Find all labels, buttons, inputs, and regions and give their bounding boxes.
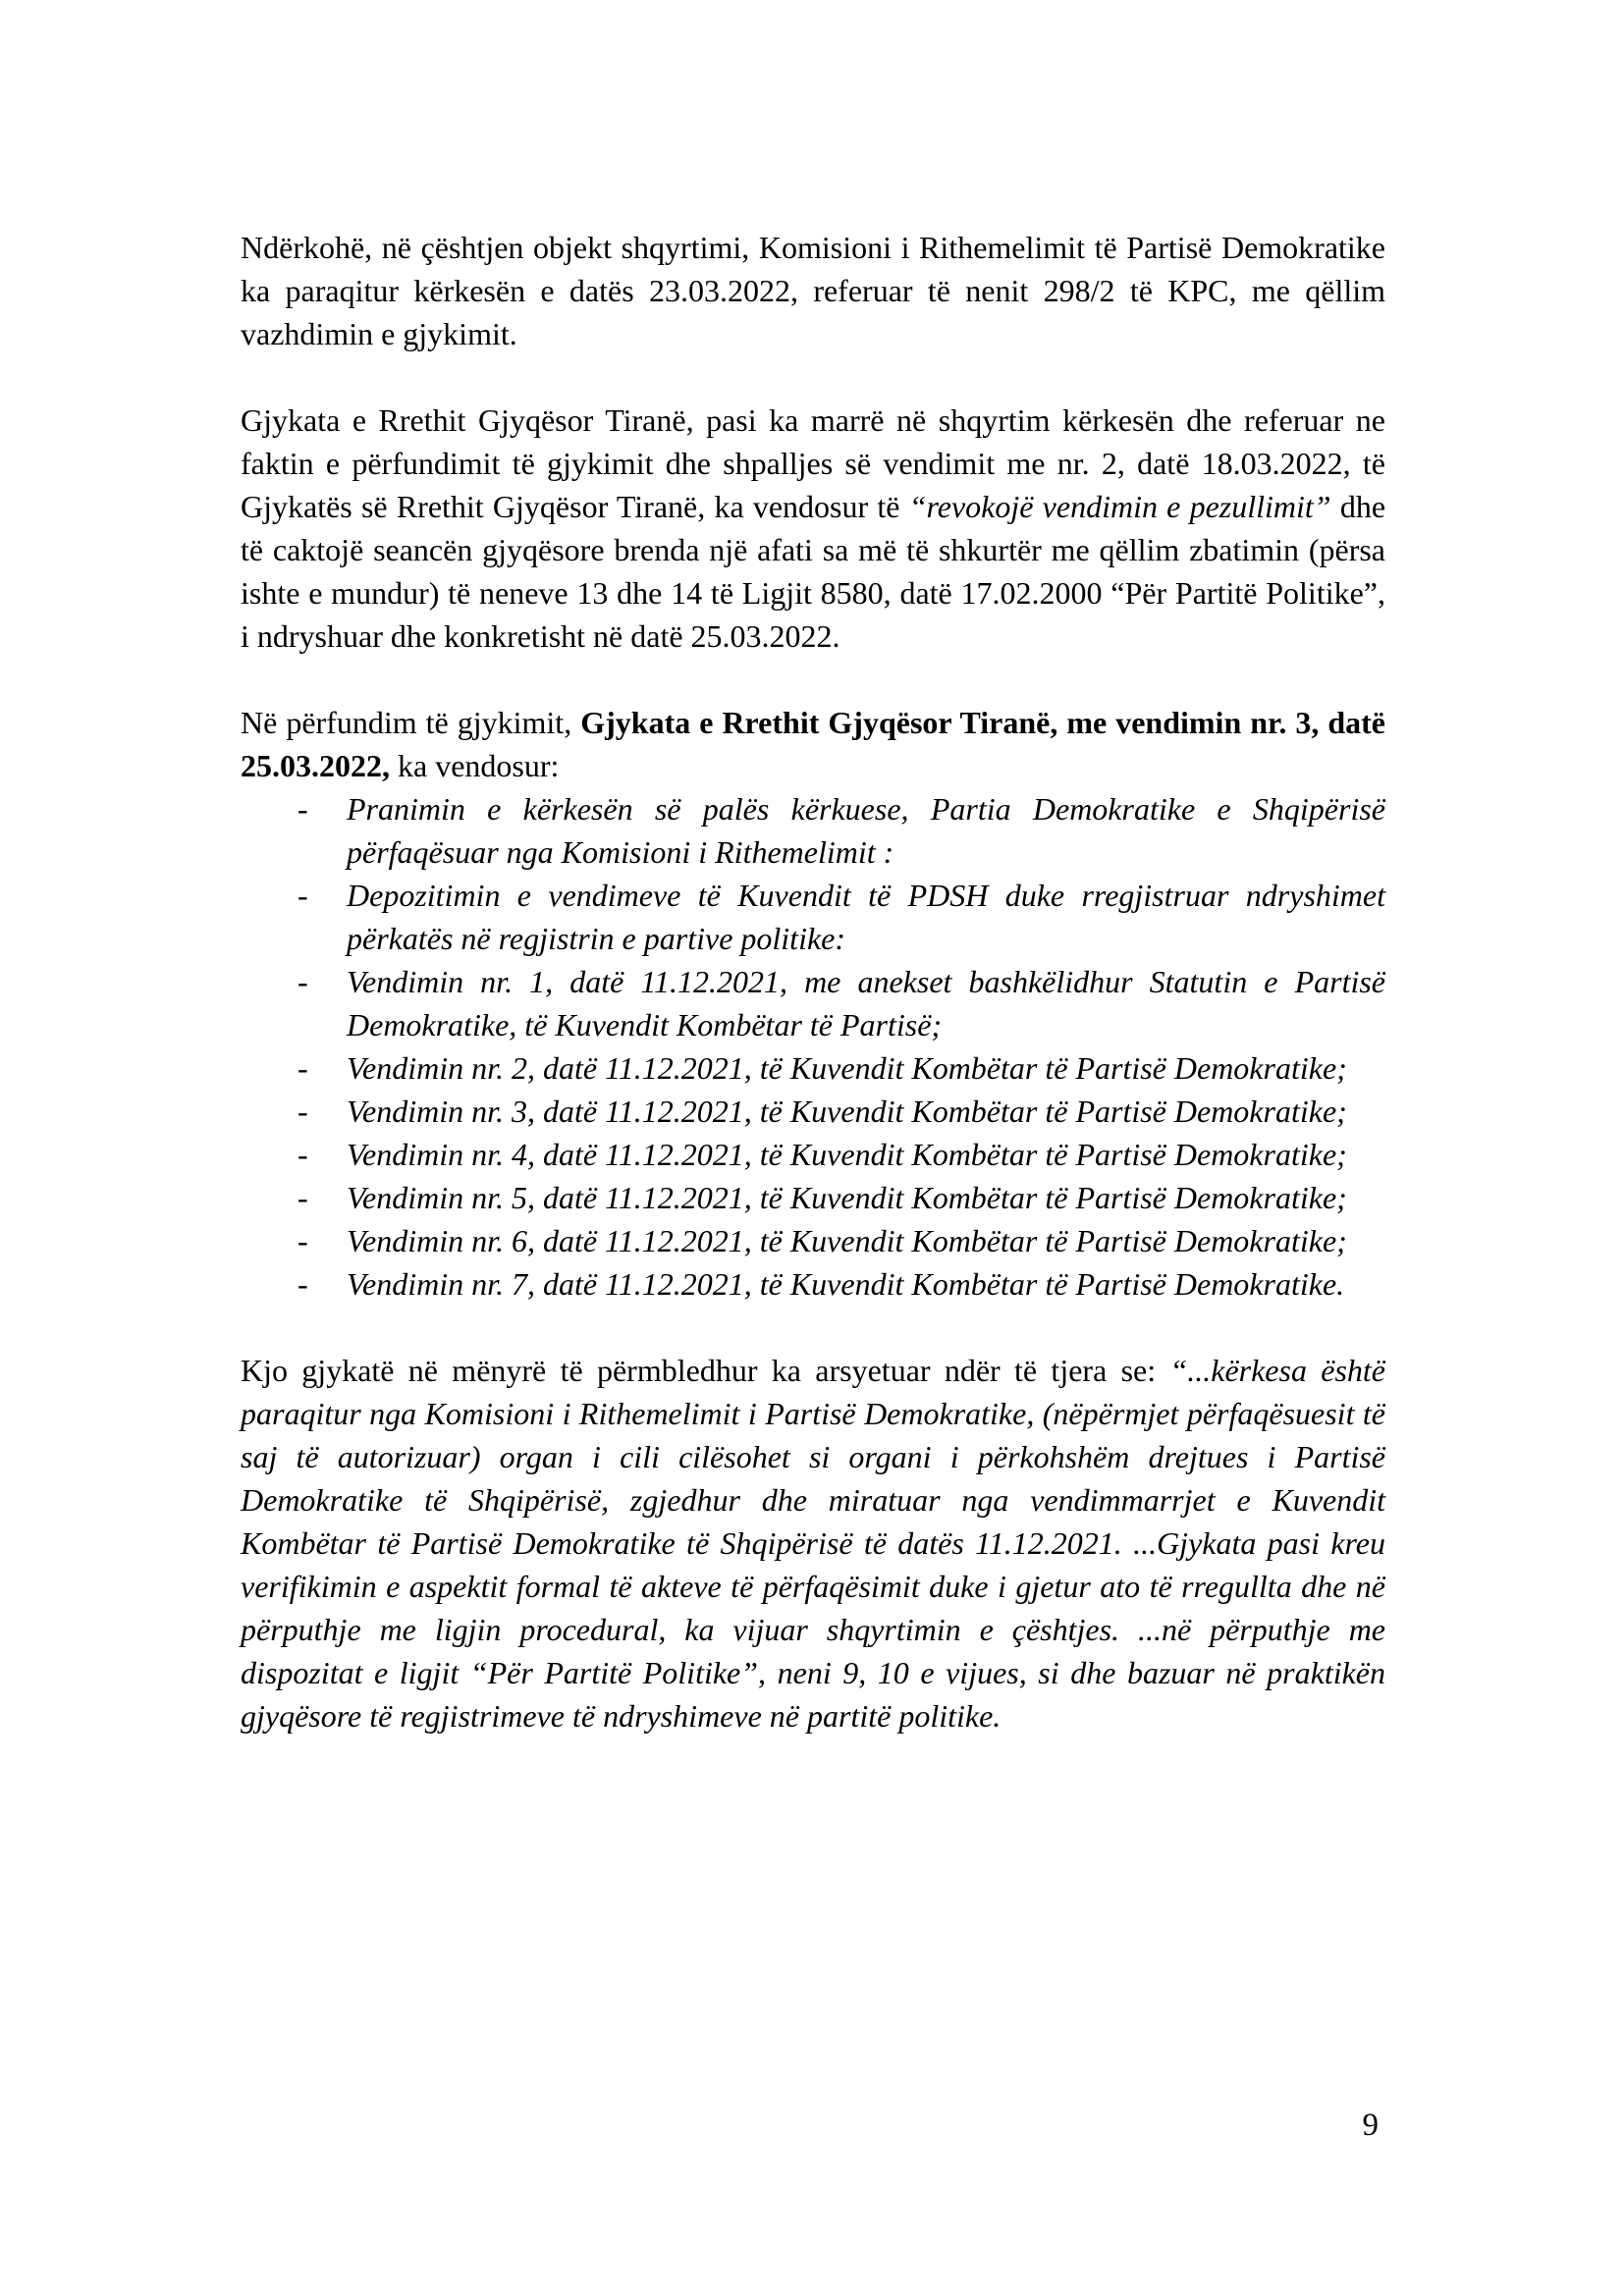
- list-item-text: Pranimin e kërkesën së palës kërkuese, Partia Demokratike e Shqipërisë përfaqësuar nga Komisioni i Rithemelimit :: [347, 791, 1385, 870]
- list-dash-marker: -: [298, 1094, 308, 1129]
- quoted-phrase: “revokojë vendimin e pezullimit”: [908, 489, 1331, 524]
- list-item: [241, 960, 1385, 1046]
- list-dash-marker: -: [298, 1137, 308, 1172]
- list-item-text: Vendimin nr. 6, datë 11.12.2021, të Kuvendit Kombëtar të Partisë Demokratike;: [347, 1223, 1347, 1258]
- paragraph-court-reasoning: [241, 1349, 1385, 1737]
- paragraph-text: dhe të caktojë seancën gjyqësore brenda një afati sa më të shkurtër me qëllim zbatimin (përsa ishte e mundur) të neneve 13 dhe 14 të Ligjit 8580, datë 17.02.2000 “Për Partitë Politike”, i ndryshuar dhe konkretisht në datë 25.03.2022.: [241, 489, 1386, 654]
- list-dash-marker: -: [298, 1180, 308, 1215]
- document-body: [241, 226, 1385, 1781]
- list-item: [241, 1046, 1385, 1090]
- paragraph-text: ka vendosur:: [390, 748, 560, 783]
- list-item: [241, 1219, 1385, 1262]
- paragraph-text: Gjykata e Rrethit Gjyqësor Tiranë, pasi ka marrë në shqyrtim kërkesën dhe referuar ne faktin e përfundimit të gjykimit dhe shpalljes së vendimit me nr. 2, datë 18.03.2022, të Gjykatës së Rrethit Gjyqësor Tiranë, ka vendosur të: [241, 402, 1385, 524]
- list-item-text: Vendimin nr. 2, datë 11.12.2021, të Kuvendit Kombëtar të Partisë Demokratike;: [347, 1050, 1347, 1086]
- page-number: 9: [1362, 2108, 1379, 2143]
- list-item: [241, 1176, 1385, 1219]
- paragraph-text: Kjo gjykatë në mënyrë të përmbledhur ka arsyetuar ndër të tjera se:: [241, 1353, 1170, 1388]
- paragraph-text: Ndërkohë, në çështjen objekt shqyrtimi, Komisioni i Rithemelimit të Partisë Demokratike ka paraqitur kërkesën e datës 23.03.2022, referuar të nenit 298/2 të KPC, me qëllim vazhdimin e gjykimit.: [241, 230, 1385, 351]
- list-dash-marker: -: [298, 1050, 308, 1086]
- decision-reference-bold: Gjykata e Rrethit Gjyqësor Tiranë, me vendimin nr. 3, datë 25.03.2022,: [241, 705, 1386, 783]
- paragraph-court-revocation: [241, 399, 1385, 658]
- list-dash-marker: -: [298, 964, 308, 999]
- list-item: [241, 1090, 1385, 1133]
- list-item-text: Vendimin nr. 3, datë 11.12.2021, të Kuvendit Kombëtar të Partisë Demokratike;: [347, 1094, 1347, 1129]
- paragraph-text: Në përfundim të gjykimit,: [241, 705, 581, 740]
- list-item-text: Depozitimin e vendimeve të Kuvendit të PDSH duke rregjistruar ndryshimet përkatës në regjistrin e partive politike:: [347, 878, 1385, 956]
- list-dash-marker: -: [298, 1223, 308, 1258]
- list-item-text: Vendimin nr. 1, datë 11.12.2021, me anekset bashkëlidhur Statutin e Partisë Demokratike, të Kuvendit Kombëtar të Partisë;: [347, 964, 1385, 1042]
- list-dash-marker: -: [298, 791, 308, 827]
- paragraph-decision-intro: [241, 701, 1385, 787]
- list-dash-marker: -: [298, 878, 308, 913]
- list-item: [241, 787, 1385, 874]
- decision-list: [241, 787, 1385, 1306]
- paragraph-intro-request: [241, 226, 1385, 355]
- list-item-text: Vendimin nr. 4, datë 11.12.2021, të Kuvendit Kombëtar të Partisë Demokratike;: [347, 1137, 1347, 1172]
- list-dash-marker: -: [298, 1266, 308, 1302]
- list-item-text: Vendimin nr. 5, datë 11.12.2021, të Kuvendit Kombëtar të Partisë Demokratike;: [347, 1180, 1347, 1215]
- list-item: [241, 874, 1385, 960]
- court-reasoning-quote: “...kërkesa është paraqitur nga Komisioni i Rithemelimit i Partisë Demokratike, (nëpërmjet përfaqësuesit të saj të autorizuar) organ i cili cilësohet si organi i përkohshëm drejtues i Partisë Demokratike të Shqipërisë, zgjedhur dhe miratuar nga vendimmarrjet e Kuvendit Kombëtar të Partisë Demokratike të Shqipërisë të datës 11.12.2021. ...Gjykata pasi kreu verifikimin e aspektit formal të akteve të përfaqësimit duke i gjetur ato të rregullta dhe në përputhje me ligjin procedural, ka vijuar shqyrtimin e çështjes. ...në përputhje me dispozitat e ligjit “Për Partitë Politike”, neni 9, 10 e vijues, si dhe bazuar në praktikën gjyqësore të regjistrimeve të ndryshimeve në partitë politike.: [241, 1353, 1386, 1734]
- list-item-text: Vendimin nr. 7, datë 11.12.2021, të Kuvendit Kombëtar të Partisë Demokratike.: [347, 1266, 1345, 1302]
- list-item: [241, 1262, 1385, 1306]
- list-item: [241, 1133, 1385, 1176]
